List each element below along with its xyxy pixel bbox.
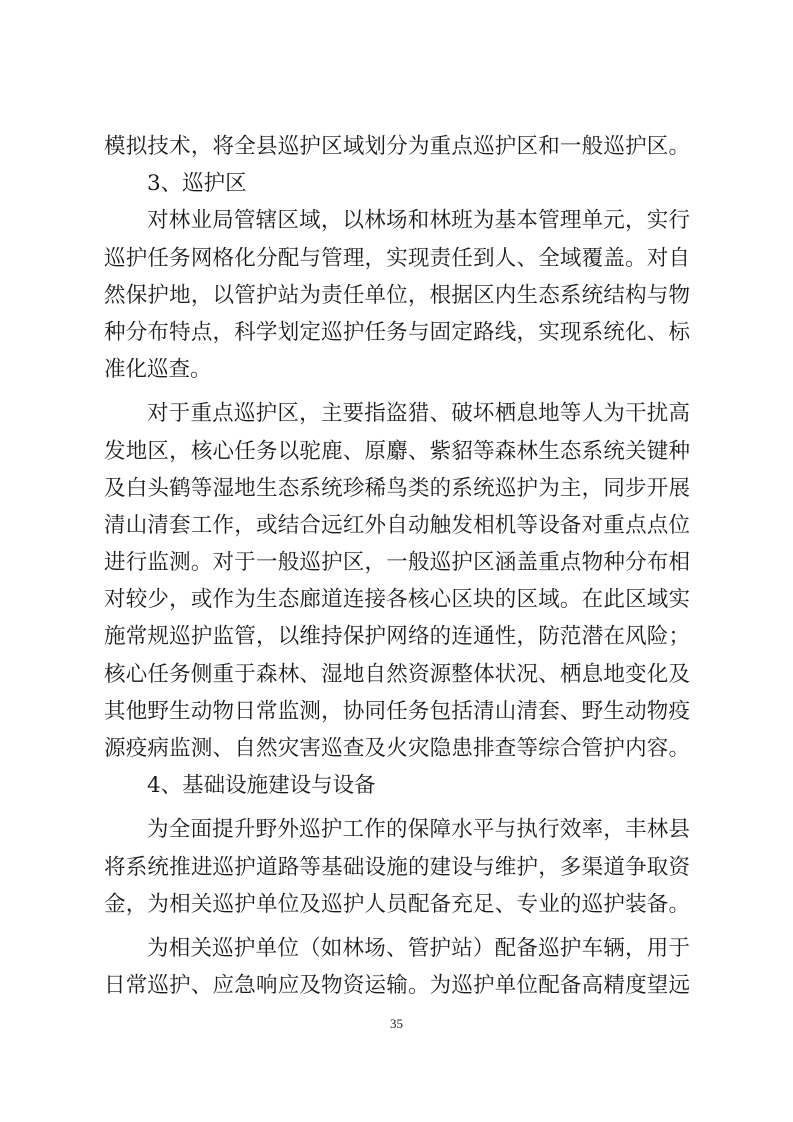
section-heading-patrol-area: [104, 165, 690, 202]
text-line: 核心任务侧重于森林、湿地自然资源整体状况、栖息地变化及: [104, 661, 690, 687]
text-line: 为全面提升野外巡护工作的保障水平与执行效率，丰林县: [147, 817, 690, 843]
text-line: 将系统推进巡护道路等基础设施的建设与维护，多渠道争取资: [104, 854, 690, 880]
document-body: [104, 128, 690, 1004]
text-line: 对于重点巡护区，主要指盗猎、破坏栖息地等人为干扰高: [147, 401, 690, 427]
text-line: 施常规巡护监管，以维持保护网络的连通性，防范潜在风险；: [104, 624, 690, 650]
paragraph-continuation: [104, 128, 690, 165]
text-line: 然保护地，以管护站为责任单位，根据区内生态系统结构与物: [104, 282, 690, 308]
paragraph-equipment: [104, 930, 690, 1004]
page-number: 35: [390, 1016, 403, 1031]
heading-text: 4、基础设施建设与设备: [147, 773, 376, 799]
text-line: 对较少，或作为生态廊道连接各核心区块的区域。在此区域实: [104, 587, 690, 613]
text-line: 准化巡查。: [104, 357, 212, 383]
paragraph-infrastructure: [104, 811, 690, 923]
text-line: 日常巡护、应急响应及物资运输。为巡护单位配备高精度望远: [104, 973, 690, 999]
text-line: 巡护任务网格化分配与管理，实现责任到人、全域覆盖。对自: [104, 245, 690, 271]
section-heading-infrastructure: [104, 767, 690, 804]
text-line: 清山清套工作，或结合远红外自动触发相机等设备对重点点位: [104, 512, 690, 538]
text-line: 对林业局管辖区域，以林场和林班为基本管理单元，实行: [147, 208, 690, 234]
text-line: 及白头鹤等湿地生态系统珍稀鸟类的系统巡护为主，同步开展: [104, 475, 690, 501]
text-line: 其他野生动物日常监测，协同任务包括清山清套、野生动物疫: [104, 698, 690, 724]
text-line: 模拟技术，将全县巡护区域划分为重点巡护区和一般巡护区。: [104, 134, 690, 159]
paragraph-key-patrol-area: [104, 395, 690, 767]
text-line: 发地区，核心任务以驼鹿、原麝、紫貂等森林生态系统关键种: [104, 438, 690, 464]
text-line: 为相关巡护单位（如林场、管护站）配备巡护车辆，用于: [147, 935, 690, 961]
text-line: 进行监测。对于一般巡护区，一般巡护区涵盖重点物种分布相: [104, 550, 690, 576]
heading-text: 3、巡护区: [147, 171, 247, 197]
text-line: 金，为相关巡护单位及巡护人员配备充足、专业的巡护装备。: [104, 891, 690, 917]
text-line: 种分布特点，科学划定巡护任务与固定路线，实现系统化、标: [104, 319, 690, 345]
paragraph-grid-management: [104, 202, 690, 388]
text-line: 源疫病监测、自然灾害巡查及火灾隐患排查等综合管护内容。: [104, 736, 690, 761]
